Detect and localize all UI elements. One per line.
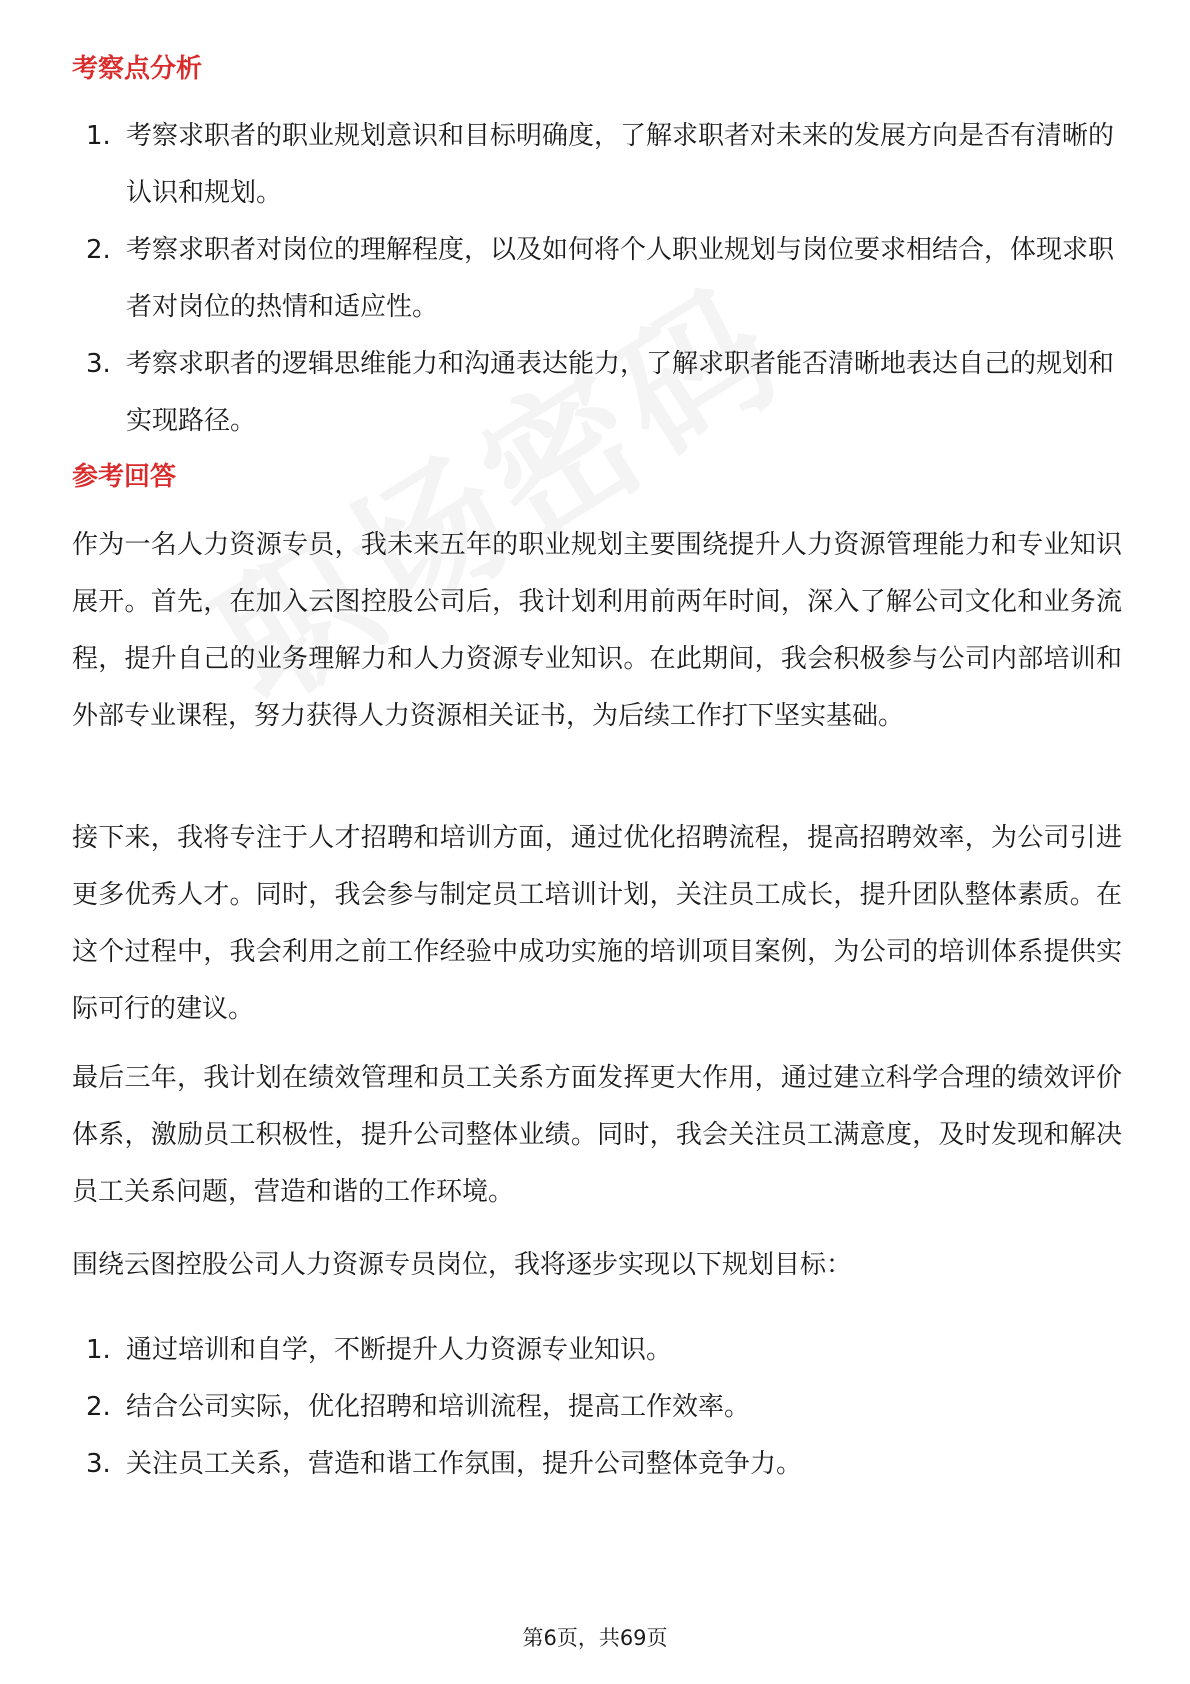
list-item xyxy=(72,1436,1122,1493)
list-text: 考察求职者的职业规划意识和目标明确度，了解求职者对未来的发展方向是否有清晰的认识和规划。 xyxy=(126,121,1115,208)
goal-list xyxy=(72,1322,1122,1493)
list-number: 1. xyxy=(86,121,111,151)
list-item xyxy=(72,1379,1122,1436)
list-text: 结合公司实际，优化招聘和培训流程，提高工作效率。 xyxy=(126,1392,751,1422)
list-text: 考察求职者对岗位的理解程度，以及如何将个人职业规划与岗位要求相结合，体现求职者对岗位的热情和适应性。 xyxy=(126,235,1115,322)
page-number: 第6页，共69页 xyxy=(522,1626,668,1650)
list-text: 关注员工关系，营造和谐工作氛围，提升公司整体竞争力。 xyxy=(126,1449,803,1479)
section-heading-answer: 参考回答 xyxy=(72,462,177,492)
list-item xyxy=(72,108,1122,222)
list-item xyxy=(72,222,1122,336)
list-number: 2. xyxy=(86,235,111,265)
section-heading-analysis: 考察点分析 xyxy=(72,54,203,84)
list-text: 考察求职者的逻辑思维能力和沟通表达能力，了解求职者能否清晰地表达自己的规划和实现路径。 xyxy=(126,349,1115,436)
list-number: 3. xyxy=(86,349,111,379)
answer-paragraph: 接下来，我将专注于人才招聘和培训方面，通过优化招聘流程，提高招聘效率，为公司引进更多优秀人才。同时，我会参与制定员工培训计划，关注员工成长，提升团队整体素质。在这个过程中，我会利用之前工作经验中成功实施的培训项目案例，为公司的培训体系提供实际可行的建议。 xyxy=(72,823,1122,1024)
list-number: 3. xyxy=(86,1449,111,1479)
list-number: 2. xyxy=(86,1392,111,1422)
answer-paragraph: 最后三年，我计划在绩效管理和员工关系方面发挥更大作用，通过建立科学合理的绩效评价体系，激励员工积极性，提升公司整体业绩。同时，我会关注员工满意度，及时发现和解决员工关系问题，营造和谐的工作环境。 xyxy=(72,1063,1122,1207)
answer-paragraph: 围绕云图控股公司人力资源专员岗位，我将逐步实现以下规划目标： xyxy=(72,1250,853,1280)
list-item xyxy=(72,336,1122,450)
answer-paragraph: 作为一名人力资源专员，我未来五年的职业规划主要围绕提升人力资源管理能力和专业知识展开。首先，在加入云图控股公司后，我计划利用前两年时间，深入了解公司文化和业务流程，提升自己的业务理解力和人力资源专业知识。在此期间，我会积极参与公司内部培训和外部专业课程，努力获得人力资源相关证书，为后续工作打下坚实基础。 xyxy=(72,530,1122,731)
list-number: 1. xyxy=(86,1335,111,1365)
list-text: 通过培训和自学，不断提升人力资源专业知识。 xyxy=(126,1335,673,1365)
list-item xyxy=(72,1322,1122,1379)
analysis-list xyxy=(72,108,1122,450)
